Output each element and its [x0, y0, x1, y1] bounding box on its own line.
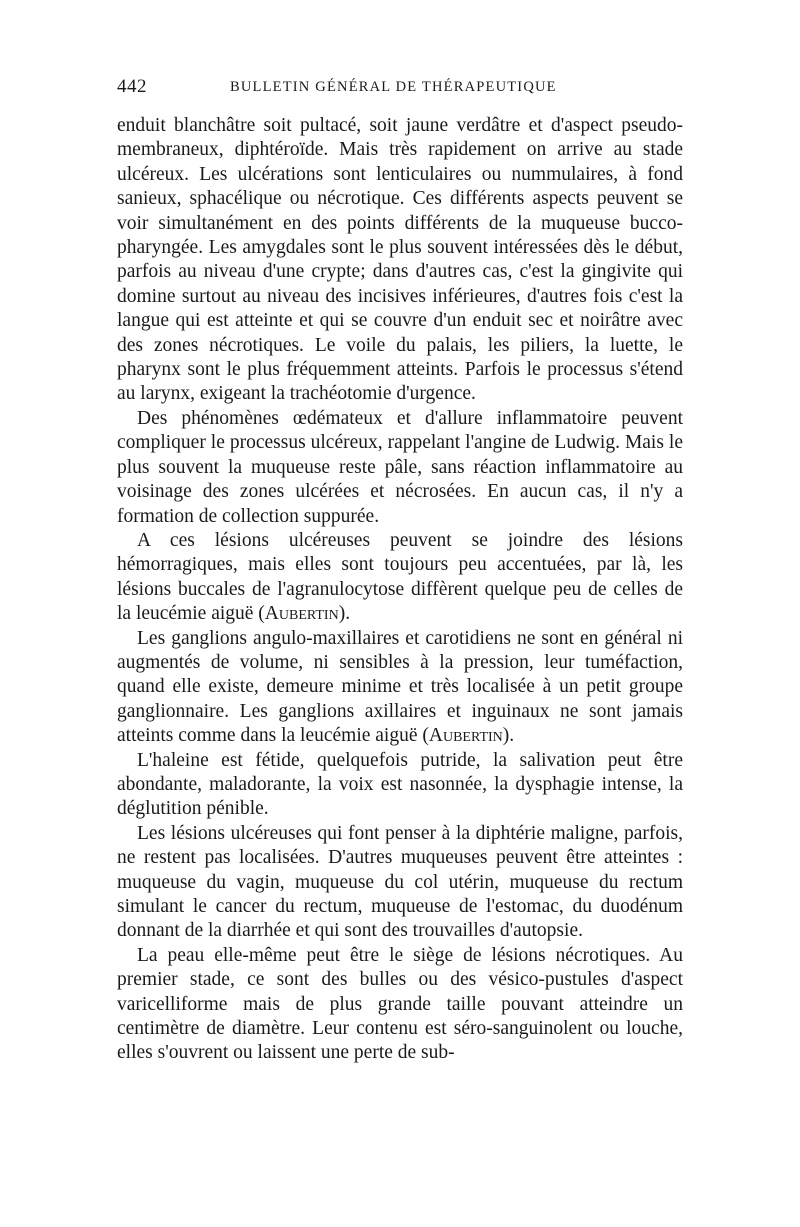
running-title: BULLETIN GÉNÉRAL DE THÉRAPEUTIQUE	[230, 79, 557, 95]
paragraph-continuation: enduit blanchâtre soit pultacé, soit jaune verdâtre et d'aspect pseudo-membraneux, diphtéroïde. Mais très rapidement on arrive au stade ulcéreux. Les ulcérations sont lenticulaires ou nummulaires, à fond sanieux, sphacélique ou nécrotique. Ces différents aspects peuvent se voir simultanément en des points différents de la muqueuse bucco-pharyngée. Les amygdales sont le plus souvent intéressées dès le début, parfois au niveau d'une crypte; dans d'autres cas, c'est la gingivite qui domine surtout au niveau des incisives inférieures, d'autres fois c'est la langue qui est atteinte et qui se couvre d'un enduit sec et noirâtre avec des zones nécrotiques. Le voile du palais, les piliers, la luette, le pharynx sont le plus fréquemment atteints. Parfois le processus s'étend au larynx, exigeant la trachéotomie d'urgence.	[117, 115, 683, 405]
paragraph-text: Les ganglions angulo-maxillaires et carotidiens ne sont en général ni augmentés de volume, ni sensibles à la pression, leur tuméfaction, quand elle existe, demeure minime et très localisée à un petit groupe ganglionnaire. Les ganglions axillaires et inguinaux ne sont jamais atteints comme dans la leucémie aiguë (	[117, 627, 683, 747]
author-citation: Aubertin	[428, 725, 503, 747]
paragraph-other-mucosa: Les lésions ulcéreuses qui font penser à la diphtérie maligne, parfois, ne restent pas localisées. D'autres muqueuses peuvent être atteintes : muqueuse du vagin, muqueuse du col utérin, muqueuse du rectum simulant le cancer du rectum, muqueuse de l'estomac, du duodénum donnant de la diarrhée et qui sont des trouvailles d'autopsie.	[117, 822, 683, 942]
paragraph-ganglions	[117, 627, 683, 749]
page-number: 442	[117, 76, 147, 97]
paragraph-oedema: Des phénomènes œdémateux et d'allure inflammatoire peuvent compliquer le processus ulcéreux, rappelant l'angine de Ludwig. Mais le plus souvent la muqueuse reste pâle, sans réaction inflammatoire au voisinage des zones ulcérées et nécrosées. En aucun cas, il n'y a formation de collection suppurée.	[117, 407, 683, 527]
page-header	[117, 76, 683, 100]
paragraph-haleine: L'haleine est fétide, quelquefois putride, la salivation peut être abondante, maladorante, la voix est nasonnée, la dysphagie intense, la déglutition pénible.	[117, 749, 683, 820]
paragraph-text: ).	[338, 603, 351, 625]
paragraph-text: A ces lésions ulcéreuses peuvent se joindre des lésions hémorragiques, mais elles sont toujours peu accentuées, par là, les lésions buccales de l'agranulocytose diffèrent quelque peu de celles de la leucémie aiguë (	[117, 529, 683, 625]
paragraph-text: ).	[502, 725, 515, 747]
paragraph-hemorrhagic-lesions	[117, 529, 683, 627]
body-text	[117, 114, 683, 1066]
author-citation: Aubertin	[264, 603, 339, 625]
paragraph-skin-lesions: La peau elle-même peut être le siège de lésions nécrotiques. Au premier stade, ce sont des bulles ou des vésico-pustules d'aspect varicelliforme mais de plus grande taille pouvant atteindre un centimètre de diamètre. Leur contenu est séro-sanguinolent ou louche, elles s'ouvrent ou laissent une perte de sub-	[117, 944, 683, 1064]
